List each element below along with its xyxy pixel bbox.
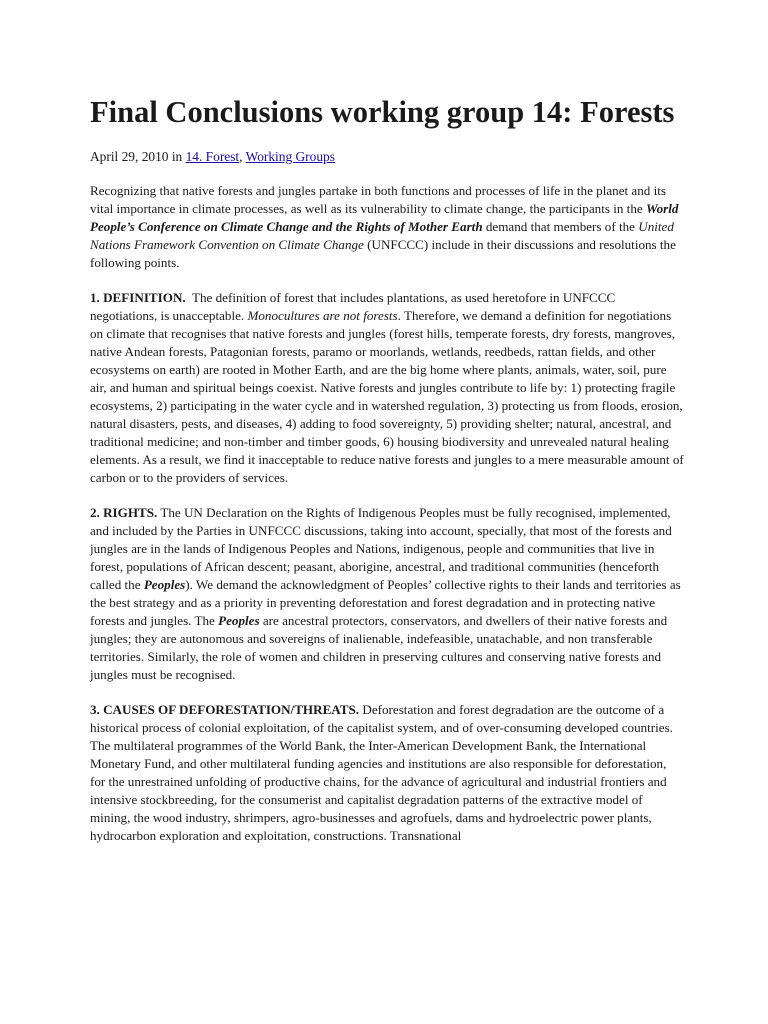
definition-text-1: The definition of forest that includes plantations, as used heretofore in UNFCCC negotiations, is unacceptable. — [90, 290, 619, 323]
page-title: Final Conclusions working group 14: Forests — [90, 95, 675, 129]
post-date: April 29, 2010 in — [90, 149, 186, 164]
causes-text-1: Deforestation and forest degradation are the outcome of a historical process of colonial exploitation, of the capitalist system, and of over-consuming developed countries. The multilateral programmes of the World Bank, the Inter-American Development Bank, the International Monetary Fund, and other multilateral funding agencies and institutions are also responsible for deforestation, for the unrestrained unfolding of productive chains, for the advance of agricultural and industrial frontiers and intensive stockbreeding, for the consumerist and capitalist degradation patterns of the extractive model of mining, the wood industry, shrimpers, agro-businesses and agrofuels, dams and hydroelectric power plants, hydrocarbon exploration and exploitation, constructions. Transnational — [90, 702, 673, 843]
rights-paragraph — [90, 504, 684, 684]
peoples-term-2: Peoples — [218, 613, 260, 628]
category-link-forest[interactable]: 14. Forest — [185, 149, 240, 164]
causes-paragraph — [90, 701, 684, 845]
definition-emphasis: Monocultures are not forests — [247, 308, 398, 323]
causes-heading: 3. CAUSES OF DEFORESTATION/THREATS. — [90, 702, 360, 717]
definition-paragraph — [90, 289, 684, 487]
intro-text-3: (UNFCCC) include in their discussions and resolutions the following points. — [90, 237, 676, 270]
rights-heading: 2. RIGHTS. — [90, 505, 158, 520]
rights-text-2: ). We demand the acknowledgment of Peoples’ collective rights to their lands and territories as the best strategy and as a priority in preventing deforestation and forest degradation and in protecting native forests and jungles. The — [90, 577, 681, 628]
definition-heading: 1. DEFINITION. — [90, 290, 186, 305]
rights-text-3: are ancestral protectors, conservators, and dwellers of their native forests and jungles; they are autonomous and sovereigns of inalienable, indefeasible, unatachable, and non transferable territories. Similarly, the role of women and children in preserving cultures and conserving native forests and jungles must be recognised. — [90, 613, 668, 682]
intro-text-2: demand that members of the — [482, 219, 639, 234]
peoples-term-1: Peoples — [143, 577, 186, 592]
definition-text-2: . Therefore, we demand a definition for negotiations on climate that recognises that native forests and jungles (forest hills, temperate forests, dry forests, mangroves, native Andean forests, Patagonian forests, paramo or moorlands, wetlands, reedbeds, rattan fields, and other ecosystems on earth) are rooted in Mother Earth, and are the big home where plants, animals, water, soil, pure air, and human and spiritual beings coexist. Native forests and jungles contribute to life by: 1) protecting fragile ecosystems, 2) participating in the water cycle and in watershed regulation, 3) protecting us from floods, erosion, natural disasters, pests, and diseases, 4) adding to food sovereignty, 5) providing shelter; natural, ancestral, and traditional medicine; and non-timber and timber goods, 6) housing biodiversity and unrevealed natural healing elements. As a result, we find it inacceptable to reduce native forests and jungles to a mere measurable amount of carbon or to the providers of services. — [90, 308, 684, 485]
category-separator: , — [239, 149, 246, 164]
post-meta — [90, 148, 335, 166]
article-body — [90, 182, 684, 845]
category-link-working-groups[interactable]: Working Groups — [245, 149, 335, 164]
intro-text-1: Recognizing that native forests and jungles partake in both functions and processes of life in the planet and its vital importance in climate processes, as well as its vulnerability to climate change, the participants in the — [90, 183, 666, 216]
rights-text-1: The UN Declaration on the Rights of Indigenous Peoples must be fully recognised, implemented, and included by the Parties in UNFCCC discussions, taking into account, specially, that most of the forests and jungles are in the lands of Indigenous Peoples and Nations, indigenous, people and communities that live in forest, populations of African descent; peasant, aborigine, ancestral, and traditional communities (henceforth called the — [90, 505, 672, 592]
conference-name: World People’s Conference on Climate Change and the Rights of Mother Earth — [90, 201, 679, 234]
unfccc-full-name: United Nations Framework Convention on Climate Change — [90, 219, 674, 252]
intro-paragraph — [90, 182, 684, 272]
